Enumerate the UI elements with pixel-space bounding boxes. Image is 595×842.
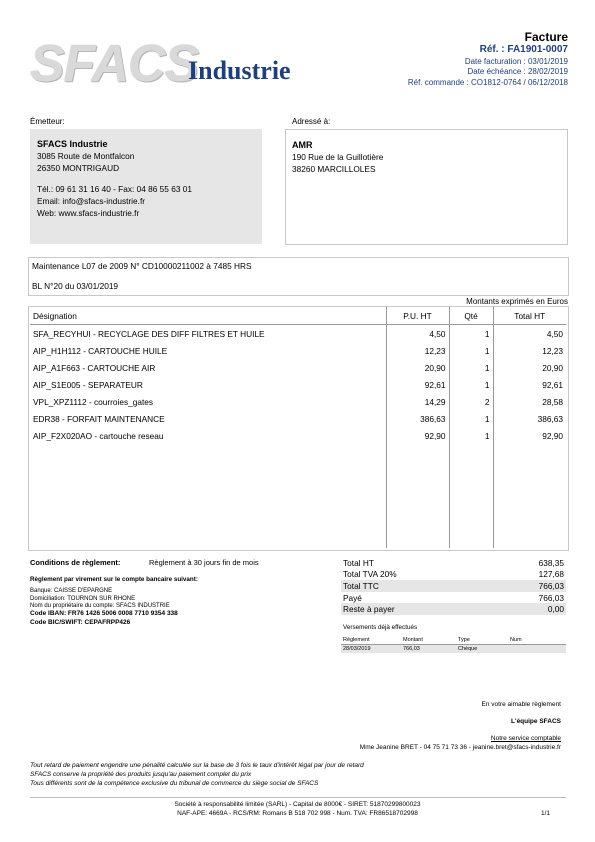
total-label: Reste à payer [341,603,490,615]
pay-type: Chèque [458,646,478,652]
cell-pu: 386,63 [386,410,449,427]
payment-row [341,645,566,654]
destinataire-box [285,129,568,245]
cell-pu: 12,23 [386,342,449,359]
page-number: 1/1 [540,810,550,817]
total-value: 127,68 [538,569,564,580]
conditions-label: Conditions de règlement: [30,558,121,567]
total-row [341,580,566,592]
bank-bic: Code BIC/SWIFT: CEPAFRPP426 [30,619,131,626]
invoice-ref: Réf. : FA1901-0007 [479,44,568,55]
emetteur-phone: Tél.: 09 61 31 16 40 - Fax: 04 86 55 63 01 [37,184,192,194]
bank-iban: Code IBAN: FR76 1426 5006 0008 7710 9354 338 [30,610,178,617]
cell-total: 20,90 [493,359,566,376]
totals-table [341,557,566,615]
legal-line1: Tout retard de paiement engendre une pénalité calculée sur la base de 3 fois le taux d'intérêt légal par jour de retard [30,762,364,769]
date-facturation: Date facturation : 03/01/2019 [464,57,568,66]
destinataire-name: AMR [292,140,313,150]
currency-note: Montants exprimés en Euros [466,297,568,306]
payments-title: Versements déjà effectués [343,624,418,631]
cell-qte: 1 [449,376,493,393]
total-label: Total TTC [341,580,490,592]
total-value: 638,35 [538,557,564,568]
notes-line2: BL N°20 du 03/01/2019 [32,281,119,291]
table-row [30,393,566,410]
pay-col-montant: Montant [403,637,423,643]
invoice-title: Facture [524,30,568,44]
emetteur-box [30,129,262,244]
total-row [341,592,566,604]
cell-qte: 1 [449,410,493,427]
cell-qte: 2 [449,393,493,410]
emetteur-web[interactable]: Web: www.sfacs-industrie.fr [37,208,140,218]
total-label: Total HT [343,557,374,568]
notes-line1: Maintenance L07 de 2009 N° CD10000211002 à 7485 HRS [32,261,252,271]
total-value: 0,00 [490,603,566,615]
destinataire-address2: 38260 MARCILLOLES [292,164,376,174]
cell-pu: 20,90 [386,359,449,376]
cell-total: 92,61 [493,376,566,393]
cell-designation: EDR38 - FORFAIT MAINTENANCE [33,413,165,424]
cell-designation: AIP_A1F663 - CARTOUCHE AIR [33,362,156,373]
pay-num [508,645,566,654]
closing-greeting: En votre aimable règlement [481,701,561,708]
virement-label: Règlement par virement sur le compte bancaire suivant: [30,576,198,583]
conditions-value: Règlement à 30 jours fin de mois [149,558,259,567]
payments-table [341,636,566,653]
cell-qte: 1 [449,359,493,376]
total-label: Payé [343,592,362,603]
total-label: Total TVA 20% [343,569,397,580]
table-row [30,376,566,393]
cell-total: 386,63 [493,410,566,427]
total-row [341,569,566,581]
cell-qte: 1 [449,427,493,444]
ref-commande: Réf. commande : CO1812-0764 / 06/12/2018 [407,78,568,87]
pay-date: 28/03/2019 [343,646,371,652]
cell-qte: 1 [449,325,493,343]
footer-line2: NAF-APE: 4669A - RCS/RM: Romans B 518 702 998 - Num. TVA: FR86518702998 [177,810,418,817]
table-filler-row [30,444,566,548]
lines-table [30,307,566,548]
col-total-ht: Total HT [493,307,566,325]
cell-total: 12,23 [493,342,566,359]
table-row [30,342,566,359]
cell-total: 4,50 [493,325,566,343]
emetteur-address2: 26350 MONTRIGAUD [37,163,120,173]
emetteur-email[interactable]: Email: info@sfacs-industrie.fr [37,196,146,206]
logo-suffix: Industrie [188,56,291,85]
closing-service: Notre service comptable [490,735,561,742]
pay-col-num: Num [510,637,522,643]
pay-amount: 766,03 [403,646,420,652]
table-row [30,325,566,343]
pay-col-reglement: Règlement [343,637,370,643]
emetteur-name: SFACS Industrie [37,139,108,149]
bank-owner: Nom du propriétaire du compte: SFACS INDUSTRIE [30,603,170,609]
lines-header-row [30,307,566,325]
pay-col-type: Type [458,637,470,643]
col-pu-ht: P.U. HT [386,307,449,325]
company-logo [30,34,315,94]
logo-brand: SFACS [30,35,199,93]
cell-designation: AIP_F2X020AO - cartouche reseau [33,430,164,441]
footer-divider [30,797,566,798]
col-designation: Désignation [30,307,386,325]
destinataire-address1: 190 Rue de la Guillotière [292,152,384,162]
table-row [30,359,566,376]
col-qte: Qté [449,307,493,325]
closing-contact: Mme Jeanine BRET - 04 75 71 73 36 - jeanine.bret@sfacs-industrie.fr [359,744,561,751]
total-row [341,557,566,569]
cell-qte: 1 [449,342,493,359]
cell-designation: AIP_S1E005 - SEPARATEUR [33,379,143,390]
closing-team: L'équipe SFACS [511,718,561,725]
cell-pu: 92,61 [386,376,449,393]
cell-pu: 14,29 [386,393,449,410]
cell-designation: AIP_H1H112 - CARTOUCHE HUILE [33,345,168,356]
date-echeance: Date échéance : 28/02/2019 [467,67,568,76]
total-row [341,603,566,615]
emetteur-address1: 3085 Route de Montfalcon [37,151,135,161]
emetteur-label: Émetteur: [30,117,65,126]
cell-designation: VPL_XPZ1112 - courroies_gates [33,396,154,407]
payments-header-row [341,636,566,645]
table-row [30,427,566,444]
cell-pu: 4,50 [386,325,449,343]
destinataire-label: Adressé à: [292,117,331,126]
cell-pu: 92,90 [386,427,449,444]
bank-domiciliation: Domiciliation: TOURNON SUR RHONE [30,596,136,602]
bank-name: Banque: CAISSE D'EPARGNE [30,588,113,594]
total-value: 766,03 [538,592,564,603]
cell-designation: SFA_RECYHUI - RECYCLAGE DES DIFF FILTRES ET HUILE [33,328,265,339]
notes-box [28,257,569,296]
total-value: 766,03 [490,580,566,592]
cell-total: 28,58 [493,393,566,410]
legal-line3: Tous différents sont de la compétence exclusive du tribunal de commerce du siège social de SFACS [30,780,319,787]
legal-line2: SFACS conserve la propriété des produits jusqu'au paiement complet du prix [30,771,252,778]
footer-line1: Société à responsabilité limitée (SARL) - Capital de 8000€ - SIRET: 51870299800023 [174,801,421,808]
table-row [30,410,566,427]
cell-total: 92,90 [493,427,566,444]
